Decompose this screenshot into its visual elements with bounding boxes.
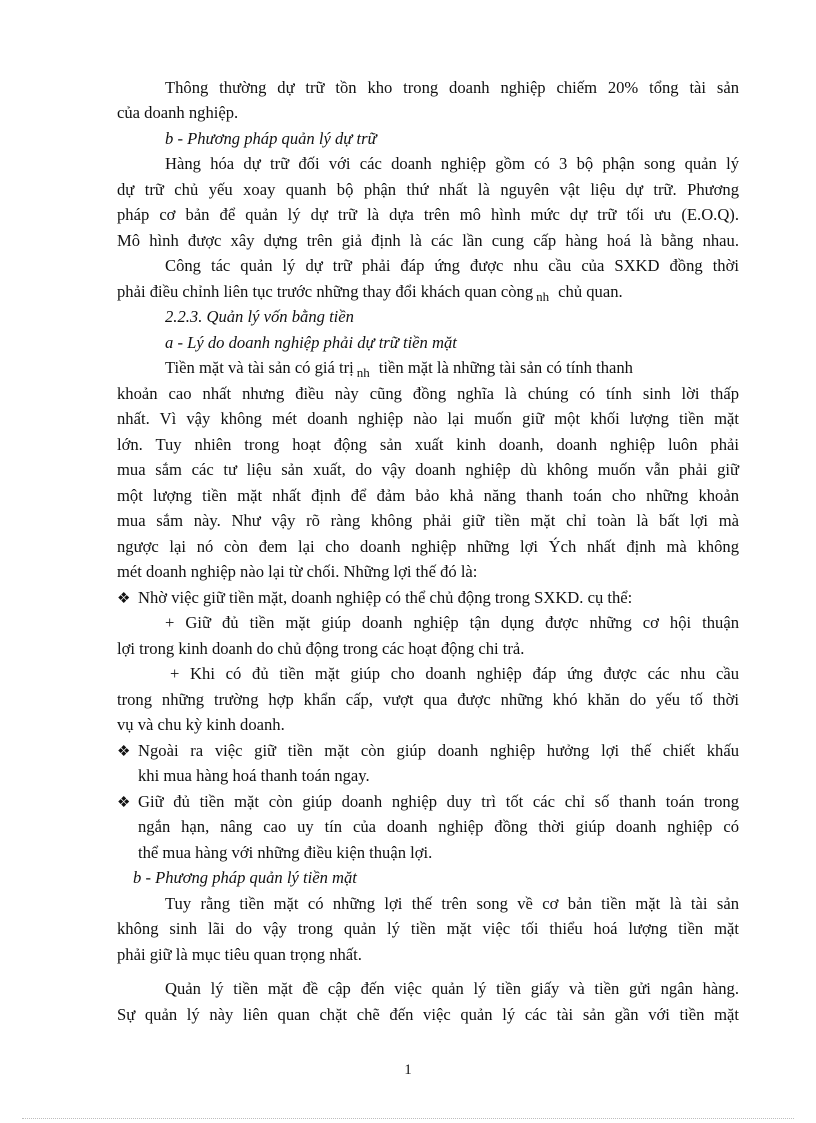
paragraph-line: ngược lại nó còn đem lại cho doanh nghiệp những lợi Ých nhất định mà không — [117, 537, 739, 556]
paragraph-line: trong những trường hợp khẩn cấp, vượt qua được những khó khăn do yếu tố thời — [117, 690, 739, 709]
bullet-line: khi mua hàng hoá thanh toán ngay. — [138, 766, 370, 785]
bullet-line: Giữ đủ tiền mặt còn giúp doanh nghiệp duy trì tốt các chỉ số thanh toán trong — [138, 792, 739, 811]
line-text: phải điều chỉnh liên tục trước những thay đổi khách quan còng — [117, 282, 534, 301]
bullet-line: thể mua hàng với những điều kiện thuận lợi. — [138, 843, 433, 862]
paragraph-line-with-subscript — [165, 355, 633, 381]
paragraph-line: không sinh lãi do vậy trong quản lý tiền mặt việc tối thiểu hoá lượng tiền mặt — [117, 919, 739, 938]
paragraph-line: Tuy rằng tiền mặt có những lợi thế trên song về cơ bản tiền mặt là tài sản — [165, 894, 739, 913]
paragraph-line: Mô hình được xây dựng trên giả định là các lần cung cấp hàng hoá là bằng nhau. — [117, 231, 739, 250]
paragraph-line: + Khi có đủ tiền mặt giúp cho doanh nghiệp đáp ứng được các nhu cầu — [170, 664, 739, 683]
subscript-fragment: nh — [536, 289, 550, 304]
paragraph-line: khoản cao nhất nhưng điều này cũng đồng nghĩa là chúng có tính sinh lời thấp — [117, 384, 739, 403]
section-subheading: a - Lý do doanh nghiệp phải dự trữ tiền mặt — [165, 333, 457, 352]
paragraph-line: mua sắm các tư liệu sản xuất, do vậy doanh nghiệp dù không muốn vẫn phải giữ — [117, 460, 739, 479]
paragraph-line: lớn. Tuy nhiên trong hoạt động sản xuất kinh doanh, doanh nghiệp luôn phải — [117, 435, 739, 454]
line-text: Tiền mặt và tài sản có giá trị — [165, 358, 354, 377]
bullet-line: Ngoài ra việc giữ tiền mặt còn giúp doanh nghiệp hưởng lợi thế chiết khấu — [138, 741, 739, 760]
bullet-diamond-icon: ❖ — [117, 591, 131, 607]
paragraph-line: của doanh nghiệp. — [117, 103, 239, 122]
section-heading: 2.2.3. Quản lý vốn bằng tiền — [165, 307, 354, 326]
paragraph-line: Hàng hóa dự trữ đối với các doanh nghiệp gồm có 3 bộ phận song quản lý — [165, 154, 739, 173]
paragraph-line: vụ và chu kỳ kinh doanh. — [117, 715, 285, 734]
section-subheading: b - Phương pháp quản lý tiền mặt — [133, 868, 357, 887]
paragraph-line: mua sắm này. Như vậy rõ ràng không phải giữ tiền mặt chỉ toàn là bất lợi mà — [117, 511, 739, 530]
bullet-diamond-icon: ❖ — [117, 744, 131, 760]
bullet-diamond-icon: ❖ — [117, 795, 131, 811]
subscript-fragment: nh — [356, 365, 370, 380]
paragraph-line: Sự quản lý này liên quan chặt chẽ đến việc quản lý các tài sản gần với tiền mặt — [117, 1005, 739, 1024]
paragraph-line: Thông thường dự trữ tồn kho trong doanh nghiệp chiếm 20% tổng tài sản — [165, 78, 739, 97]
paragraph-line: lợi trong kinh doanh do chủ động trong các hoạt động chi trả. — [117, 639, 525, 658]
paragraph-line: phải giữ là mục tiêu quan trọng nhất. — [117, 945, 362, 964]
paragraph-line: + Giữ đủ tiền mặt giúp doanh nghiệp tận dụng được những cơ hội thuận — [165, 613, 739, 632]
paragraph-line: dự trữ chủ yếu xoay quanh bộ phận thứ nhất là nguyên vật liệu dự trữ. Phương — [117, 180, 739, 199]
section-subheading: b - Phương pháp quản lý dự trữ — [165, 129, 377, 148]
paragraph-line: Quản lý tiền mặt đề cập đến việc quản lý tiền giấy và tiền gửi ngân hàng. — [165, 979, 739, 998]
line-text: chủ quan. — [558, 282, 623, 301]
page-bottom-divider — [22, 1118, 794, 1119]
paragraph-line-with-subscript — [117, 279, 623, 305]
paragraph-line: nhất. Vì vậy không mét doanh nghiệp nào lại muốn giữ một khối lượng tiền mặt — [117, 409, 739, 428]
page-number: 1 — [404, 1062, 412, 1078]
paragraph-line: pháp cơ bản để quản lý dự trữ là dựa trên mô hình mức dự trữ tối ưu (E.O.Q). — [117, 205, 739, 224]
bullet-line: Nhờ việc giữ tiền mặt, doanh nghiệp có thể chủ động trong SXKD. cụ thể: — [138, 588, 633, 607]
paragraph-line: một lượng tiền mặt nhất định để đảm bảo khả năng thanh toán cho những khoản — [117, 486, 739, 505]
paragraph-line: Công tác quản lý dự trữ phải đáp ứng được nhu cầu của SXKD đồng thời — [165, 256, 739, 275]
line-text: tiền mặt là những tài sản có tính thanh — [378, 358, 633, 377]
bullet-line: ngắn hạn, nâng cao uy tín của doanh nghiệp đồng thời giúp doanh nghiệp có — [138, 817, 739, 836]
paragraph-line: mét doanh nghiệp nào lại từ chối. Những lợi thế đó là: — [117, 562, 478, 581]
